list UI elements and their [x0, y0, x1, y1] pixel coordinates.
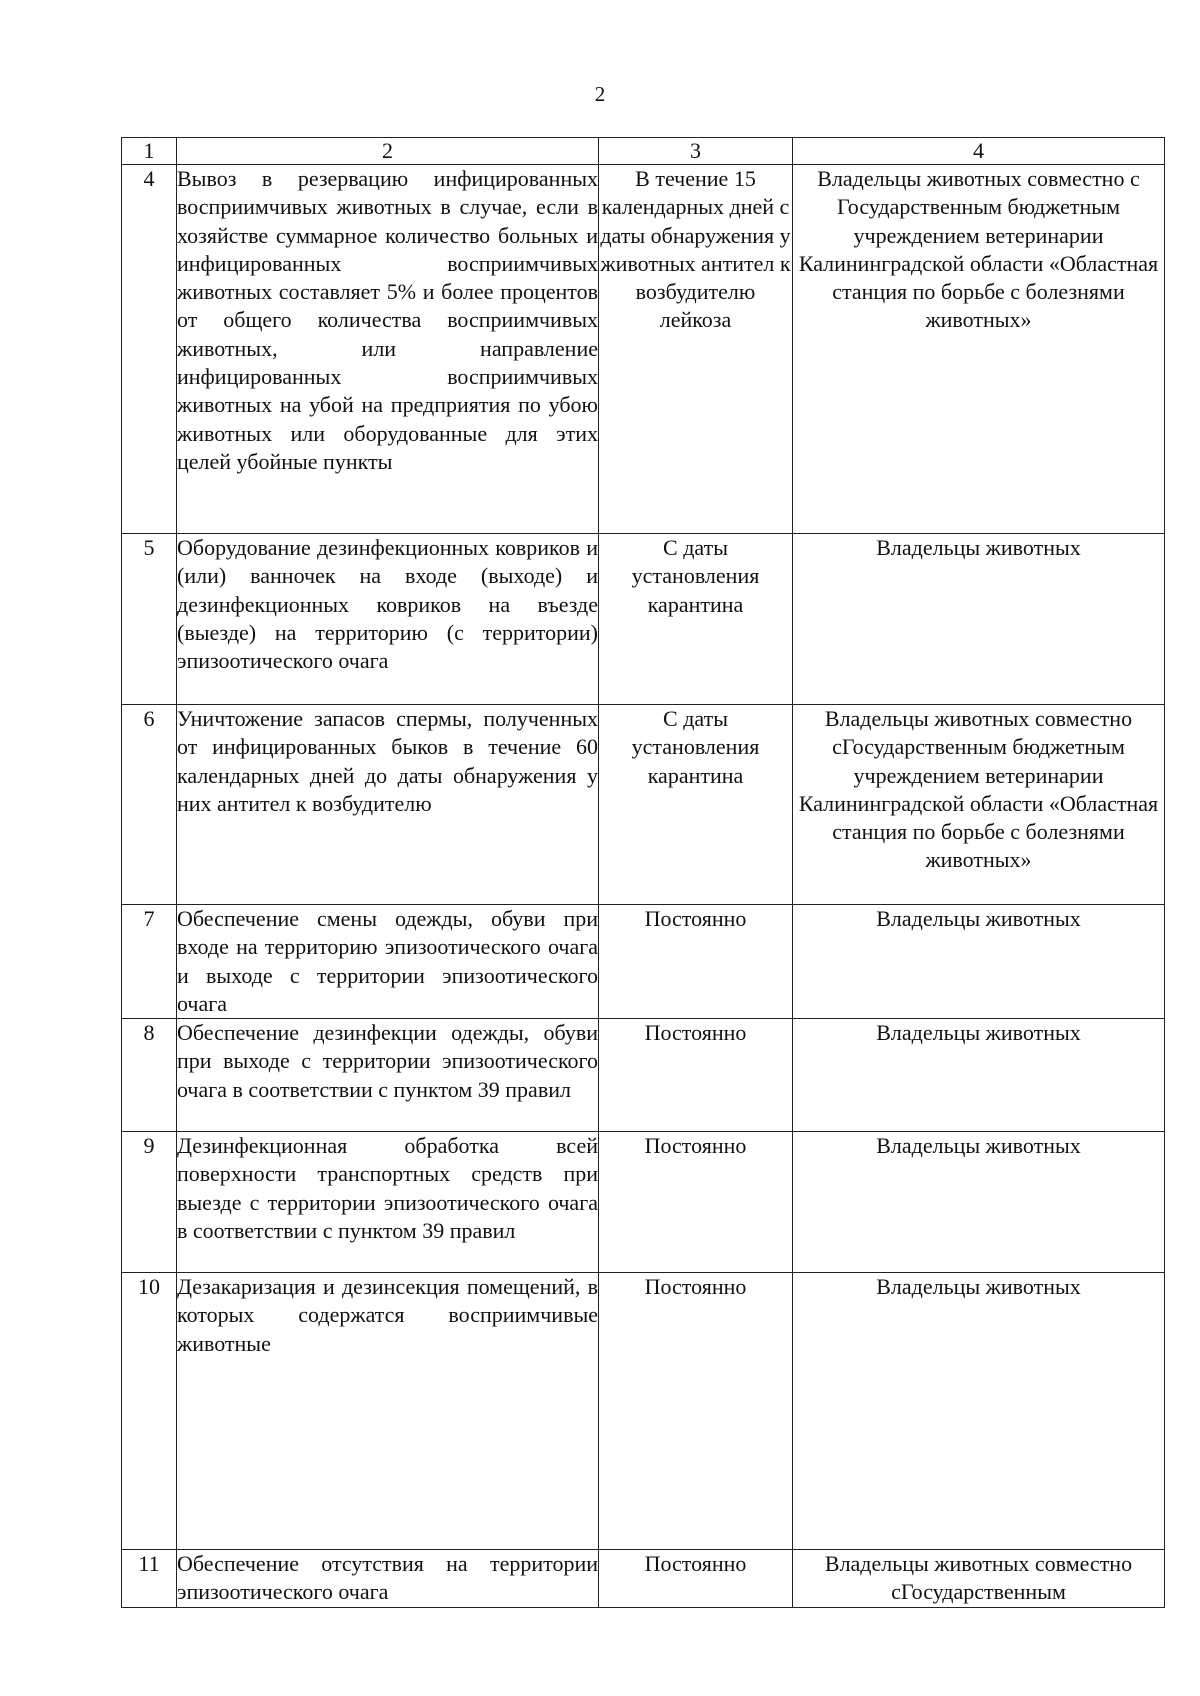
- measure-description: Оборудование дезинфекционных ковриков и (или) ванночек на входе (выходе) и дезинфекционных ковриков на въезде (выезде) на территорию (с территории) эпизоотического очага: [177, 534, 599, 705]
- measures-table: [121, 137, 1165, 1608]
- table-row: [122, 534, 1165, 705]
- header-cell-1: 1: [122, 138, 177, 165]
- measure-responsible: Владельцы животных: [793, 1132, 1165, 1273]
- row-number: 9: [122, 1132, 177, 1273]
- row-number: 6: [122, 705, 177, 905]
- table-row: [122, 165, 1165, 534]
- measure-term: С даты установления карантина: [599, 534, 793, 705]
- header-cell-3: 3: [599, 138, 793, 165]
- measure-term: Постоянно: [599, 1132, 793, 1273]
- measure-description: Уничтожение запасов спермы, полученных от инфицированных быков в течение 60 календарных дней до даты обнаружения у них антител к возбудителю: [177, 705, 599, 905]
- table-row: [122, 1019, 1165, 1132]
- row-number: 5: [122, 534, 177, 705]
- header-cell-4: 4: [793, 138, 1165, 165]
- table-row: [122, 1273, 1165, 1550]
- table-row: [122, 1132, 1165, 1273]
- measure-responsible: Владельцы животных совместно сГосударственным бюджетным учреждением ветеринарии Калининградской области «Областная станция по борьбе с болезнями животных»: [793, 705, 1165, 905]
- measure-description: Вывоз в резервацию инфицированных восприимчивых животных в случае, если в хозяйстве суммарное количество больных и инфицированных восприимчивых животных составляет 5% и более процентов от общего количества восприимчивых животных, или направление инфицированных восприимчивых животных на убой на предприятия по убою животных или оборудованные для этих целей убойные пункты: [177, 165, 599, 534]
- measure-term: Постоянно: [599, 1550, 793, 1608]
- measure-term: Постоянно: [599, 1273, 793, 1550]
- table-row: [122, 905, 1165, 1019]
- measure-description: Обеспечение смены одежды, обуви при входе на территорию эпизоотического очага и выходе с территории эпизоотического очага: [177, 905, 599, 1019]
- measure-responsible: Владельцы животных: [793, 1273, 1165, 1550]
- row-number: 7: [122, 905, 177, 1019]
- table-row: [122, 1550, 1165, 1608]
- measure-responsible: Владельцы животных: [793, 905, 1165, 1019]
- measure-term: В течение 15 календарных дней с даты обнаружения у животных антител к возбудителю лейкоза: [599, 165, 793, 534]
- measure-description: Обеспечение дезинфекции одежды, обуви при выходе с территории эпизоотического очага в соответствии с пунктом 39 правил: [177, 1019, 599, 1132]
- measure-description: Обеспечение отсутствия на территории эпизоотического очага: [177, 1550, 599, 1608]
- measure-responsible: Владельцы животных: [793, 534, 1165, 705]
- row-number: 10: [122, 1273, 177, 1550]
- measure-responsible: Владельцы животных совместно сГосударственным: [793, 1550, 1165, 1608]
- measure-description: Дезинфекционная обработка всей поверхности транспортных средств при выезде с территории эпизоотического очага в соответствии с пунктом 39 правил: [177, 1132, 599, 1273]
- measure-term: С даты установления карантина: [599, 705, 793, 905]
- measure-term: Постоянно: [599, 1019, 793, 1132]
- measure-term: Постоянно: [599, 905, 793, 1019]
- row-number: 11: [122, 1550, 177, 1608]
- row-number: 4: [122, 165, 177, 534]
- table-header-row: [122, 138, 1165, 165]
- measure-description: Дезакаризация и дезинсекция помещений, в которых содержатся восприимчивые животные: [177, 1273, 599, 1550]
- measure-responsible: Владельцы животных совместно с Государственным бюджетным учреждением ветеринарии Калининградской области «Областная станция по борьбе с болезнями животных»: [793, 165, 1165, 534]
- row-number: 8: [122, 1019, 177, 1132]
- header-cell-2: 2: [177, 138, 599, 165]
- table-row: [122, 705, 1165, 905]
- page-number: 2: [594, 82, 606, 106]
- measure-responsible: Владельцы животных: [793, 1019, 1165, 1132]
